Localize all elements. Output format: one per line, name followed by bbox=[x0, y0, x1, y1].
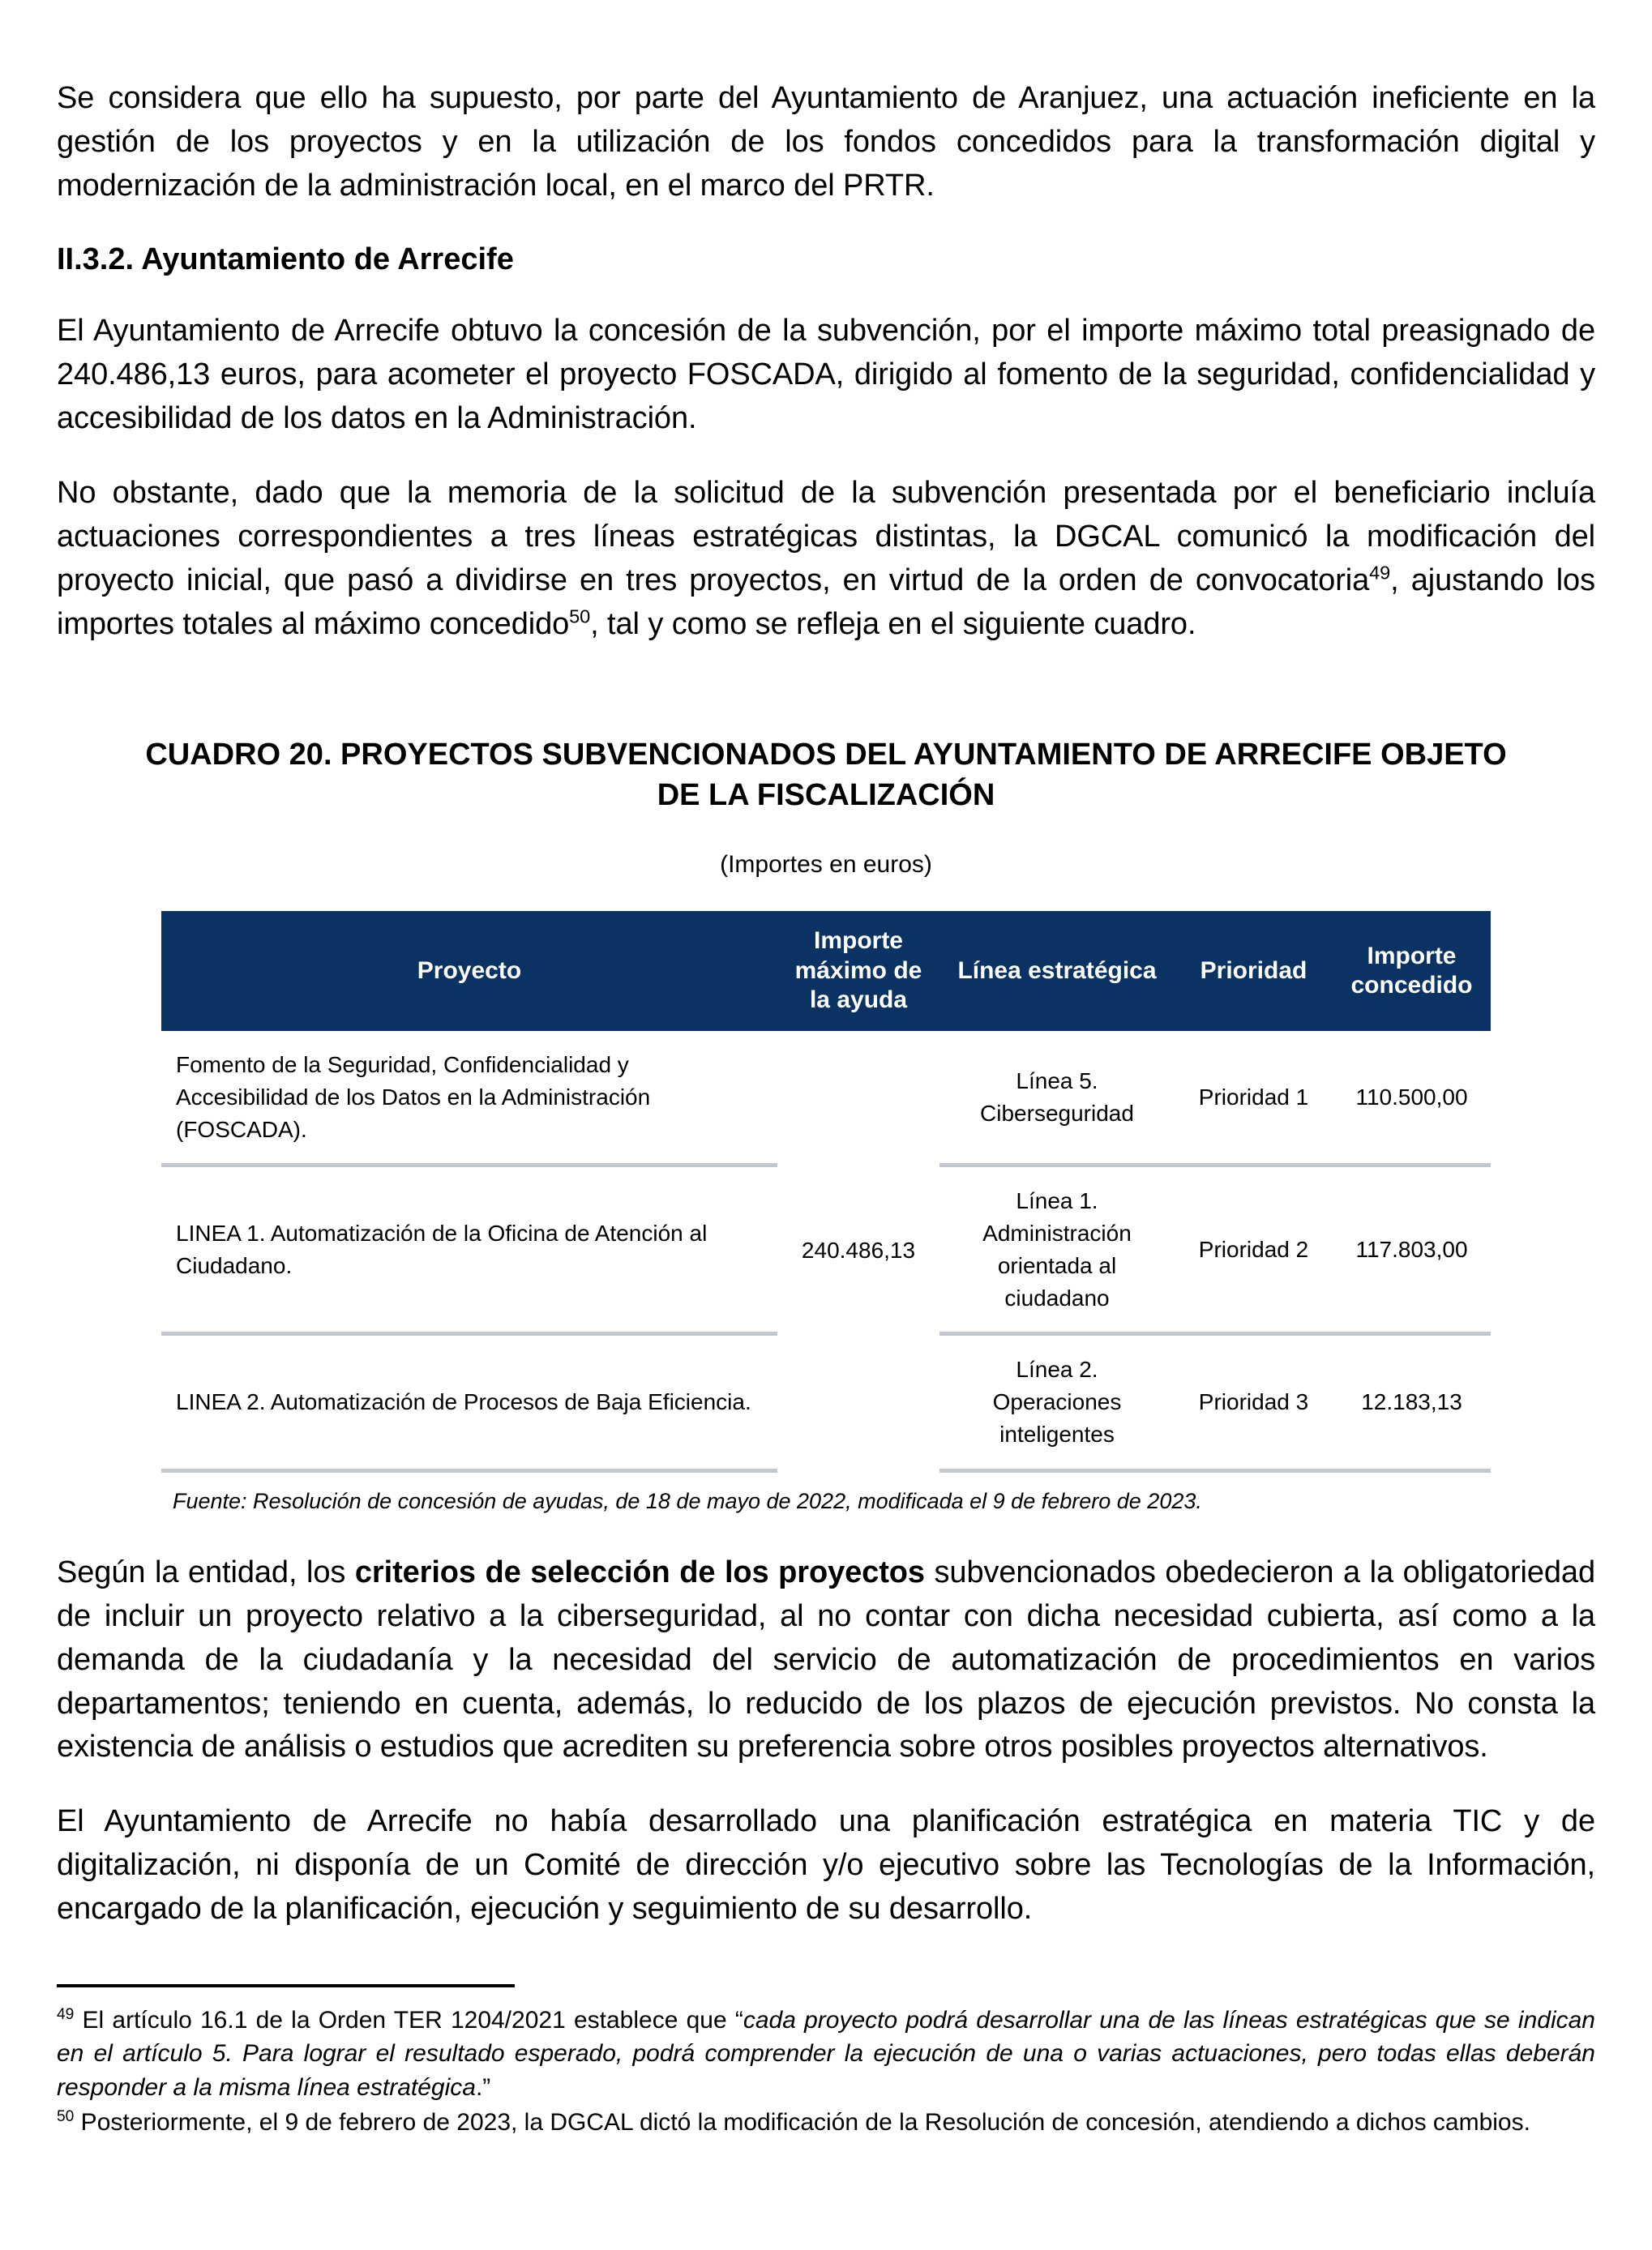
table-body bbox=[161, 1031, 1491, 1470]
cuadro-20-fuente: Fuente: Resolución de concesión de ayudas, de 18 de mayo de 2022, modificada el 9 de febrero de 2023. bbox=[173, 1488, 1202, 1513]
paragraph-criterios-seleccion bbox=[57, 1551, 1595, 1770]
table-header bbox=[161, 911, 1491, 1031]
paragraph-modificacion-text-2: , ajustando los importes totales al máximo concedido bbox=[57, 562, 1595, 641]
cell-importe-concedido: 12.183,13 bbox=[1333, 1334, 1491, 1470]
cell-importe-concedido: 117.803,00 bbox=[1333, 1166, 1491, 1334]
cell-linea-estrategica: Línea 1. Administración orientada al ciudadano bbox=[939, 1166, 1175, 1334]
footnote-49 bbox=[57, 2004, 1595, 2104]
footnote-50 bbox=[57, 2106, 1595, 2139]
footnote-marker-50: 50 bbox=[57, 2108, 75, 2126]
document-content bbox=[57, 77, 1595, 1962]
footnote-separator-rule bbox=[57, 1984, 515, 1987]
footnote-49-quote: cada proyecto podrá desarrollar una de las líneas estratégicas que se indican en el artículo 5. Para lograr el resultado esperado, podrá comprender la ejecución de una o varias actuaciones, pero todas ellas deberán responder a la misma línea estratégica bbox=[57, 2007, 1595, 2101]
paragraph-modificacion-text-1: No obstante, dado que la memoria de la solicitud de la subvención presentada por el beneficiario incluía actuaciones correspondientes a tres líneas estratégicas distintas, la DGCAL comunicó la modificación del proyecto inicial, que pasó a dividirse en tres proyectos, en virtud de la orden de convocatoria bbox=[57, 476, 1595, 597]
paragraph-aranjuez-conclusion: Se considera que ello ha supuesto, por parte del Ayuntamiento de Aranjuez, una actuación ineficiente en la gestión de los proyectos y en la utilización de los fondos concedidos para la transformación digital y modernización de la administración local, en el marco del PRTR. bbox=[57, 81, 1595, 203]
cell-linea-estrategica: Línea 5. Ciberseguridad bbox=[939, 1031, 1175, 1166]
cell-importe-concedido: 110.500,00 bbox=[1333, 1031, 1491, 1166]
table-row bbox=[161, 1031, 1491, 1166]
cuadro-20-table bbox=[161, 911, 1491, 1473]
cell-proyecto: LINEA 2. Automatización de Procesos de Baja Eficiencia. bbox=[161, 1334, 777, 1470]
header-importe-maximo: Importe máximo de la ayuda bbox=[777, 911, 939, 1031]
footnote-marker-49: 49 bbox=[57, 2006, 75, 2023]
paragraph-modificacion-text-3: , tal y como se refleja en el siguiente cuadro. bbox=[590, 606, 1196, 641]
paragraph-modificacion-proyecto bbox=[57, 472, 1595, 647]
header-linea-estrategica: Línea estratégica bbox=[939, 911, 1175, 1031]
table-header-row bbox=[161, 911, 1491, 1031]
paragraph-criterios-bold: criterios de selección de los proyectos bbox=[354, 1555, 925, 1589]
header-proyecto: Proyecto bbox=[161, 911, 777, 1031]
cell-linea-estrategica: Línea 2. Operaciones inteligentes bbox=[939, 1334, 1175, 1470]
paragraph-arrecife-subvencion: El Ayuntamiento de Arrecife obtuvo la concesión de la subvención, por el importe máximo total preasignado de 240.486,13 euros, para acometer el proyecto FOSCADA, dirigido al fomento de la seguridad, confidencialidad y accesibilidad de los datos en la Administración. bbox=[57, 314, 1595, 436]
cell-prioridad: Prioridad 3 bbox=[1175, 1334, 1333, 1470]
footnote-49-text-1: El artículo 16.1 de la Orden TER 1204/2021 establece que “ bbox=[74, 2007, 743, 2034]
cuadro-20-block bbox=[57, 734, 1595, 1514]
cell-proyecto: Fomento de la Seguridad, Confidencialidad y Accesibilidad de los Datos en la Administración (FOSCADA). bbox=[161, 1031, 777, 1166]
footnote-ref-50[interactable]: 50 bbox=[569, 605, 591, 627]
paragraph-planificacion-tic: El Ayuntamiento de Arrecife no había desarrollado una planificación estratégica en materia TIC y de digitalización, ni disponía de un Comité de dirección y/o ejecutivo sobre las Tecnologías de la Información, encargado de la planificación, ejecución y seguimiento de su desarrollo. bbox=[57, 1804, 1595, 1927]
footnote-49-text-2: .” bbox=[475, 2073, 491, 2101]
cuadro-20-units-note: (Importes en euros) bbox=[720, 851, 932, 879]
cell-prioridad: Prioridad 2 bbox=[1175, 1166, 1333, 1334]
header-importe-concedido: Importe concedido bbox=[1333, 911, 1491, 1031]
cuadro-20-title: CUADRO 20. PROYECTOS SUBVENCIONADOS DEL AYUNTAMIENTO DE ARRECIFE OBJETO DE LA FISCALIZACIÓN bbox=[145, 737, 1507, 812]
cell-proyecto: LINEA 1. Automatización de la Oficina de Atención al Ciudadano. bbox=[161, 1166, 777, 1334]
footnotes-area bbox=[57, 1984, 1595, 2141]
footnote-50-text: Posteriormente, el 9 de febrero de 2023, la DGCAL dictó la modificación de la Resolución de concesión, atendiendo a dichos cambios. bbox=[74, 2109, 1530, 2137]
cell-prioridad: Prioridad 1 bbox=[1175, 1031, 1333, 1166]
paragraph-criterios-text-1: Según la entidad, los bbox=[57, 1555, 355, 1589]
section-heading-arrecife: II.3.2. Ayuntamiento de Arrecife bbox=[57, 242, 514, 276]
cell-importe-maximo: 240.486,13 bbox=[777, 1031, 939, 1470]
footnote-ref-49[interactable]: 49 bbox=[1369, 562, 1391, 584]
paragraph-criterios-text-2: subvencionados obedecieron a la obligatoriedad de incluir un proyecto relativo a la ciberseguridad, al no contar con dicha necesidad cubierta, así como a la demanda de la ciudadanía y la necesidad del servicio de automatización de procedimientos en varios departamentos; teniendo en cuenta, además, lo reducido de los plazos de ejecución previstos. No consta la existencia de análisis o estudios que acrediten su preferencia sobre otros posibles proyectos alternativos. bbox=[57, 1555, 1596, 1764]
header-prioridad: Prioridad bbox=[1175, 911, 1333, 1031]
